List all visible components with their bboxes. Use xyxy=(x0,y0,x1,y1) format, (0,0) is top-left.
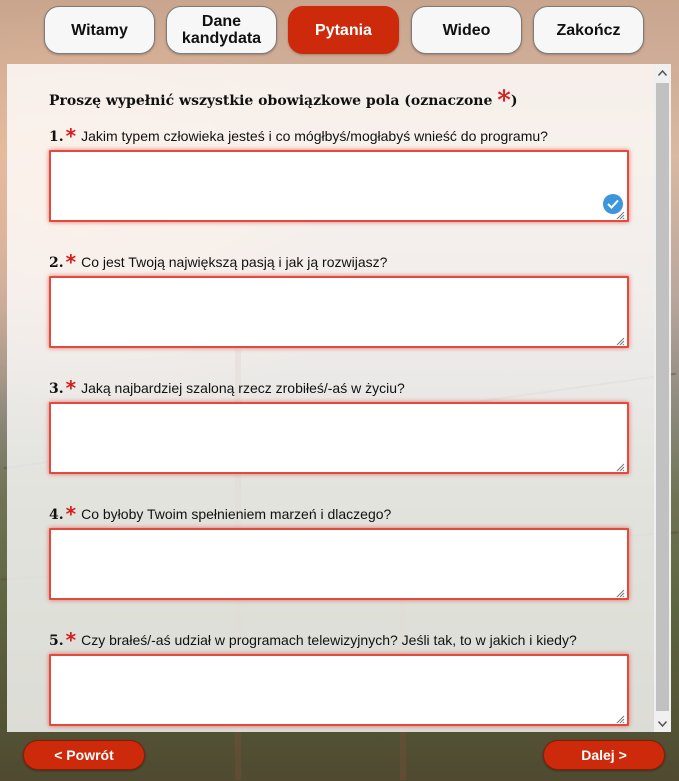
question-label xyxy=(49,122,629,148)
tab-label: Pytania xyxy=(315,21,372,39)
question-label xyxy=(49,248,629,274)
resize-grip-icon[interactable] xyxy=(615,714,625,724)
scroll-down-arrow-icon[interactable] xyxy=(654,715,671,732)
question-label xyxy=(49,500,629,526)
question-text: Co jest Twoją największą pasją i jak ją rozwijasz? xyxy=(81,254,388,270)
answer-field-1[interactable] xyxy=(49,150,629,222)
next-button[interactable] xyxy=(543,740,665,770)
resize-grip-icon[interactable] xyxy=(615,210,625,220)
question-text: Jaką najbardziej szaloną rzecz zrobiłeś/-aś w życiu? xyxy=(81,380,405,396)
question-text: Co byłoby Twoim spełnieniem marzeń i dlaczego? xyxy=(81,506,392,522)
resize-grip-icon[interactable] xyxy=(615,462,625,472)
scrollbar-thumb[interactable] xyxy=(656,83,669,711)
answer-field-3[interactable] xyxy=(49,402,629,474)
tab-pytania[interactable] xyxy=(288,6,399,54)
answer-field-2[interactable] xyxy=(49,276,629,348)
questions-panel xyxy=(7,64,671,732)
question-2 xyxy=(49,248,629,274)
question-4 xyxy=(49,500,629,526)
tab-witamy[interactable] xyxy=(44,6,155,54)
question-5 xyxy=(49,626,629,652)
question-number: 2. xyxy=(49,255,64,271)
question-text: Czy brałeś/-aś udział w programach telewizyjnych? Jeśli tak, to w jakich i kiedy? xyxy=(81,632,577,648)
vertical-scrollbar[interactable] xyxy=(654,64,671,732)
question-number: 3. xyxy=(49,381,64,397)
required-star: * xyxy=(65,376,77,400)
question-label xyxy=(49,626,629,652)
notice-text-end: ) xyxy=(510,93,518,109)
next-button-label: Dalej > xyxy=(581,747,627,763)
tab-wideo[interactable] xyxy=(411,6,522,54)
required-fields-notice xyxy=(49,82,518,116)
required-star: * xyxy=(65,502,77,526)
question-number: 1. xyxy=(49,129,64,145)
required-star: * xyxy=(65,124,77,148)
required-star: * xyxy=(497,86,511,116)
resize-grip-icon[interactable] xyxy=(615,588,625,598)
tab-label xyxy=(182,13,261,47)
question-number: 5. xyxy=(49,633,64,649)
question-3 xyxy=(49,374,629,400)
question-1 xyxy=(49,122,629,148)
question-label xyxy=(49,374,629,400)
resize-grip-icon[interactable] xyxy=(615,336,625,346)
answer-field-4[interactable] xyxy=(49,528,629,600)
tab-label: Witamy xyxy=(71,21,128,39)
tab-label-line1: Dane xyxy=(201,13,242,30)
questions-scroll-area[interactable] xyxy=(7,64,652,732)
tab-label-line2: kandydata xyxy=(181,30,262,47)
required-star: * xyxy=(65,250,77,274)
notice-text: Proszę wypełnić wszystkie obowiązkowe pola (oznaczone xyxy=(49,93,498,109)
tab-label: Wideo xyxy=(442,21,491,39)
answer-field-5[interactable] xyxy=(49,654,629,726)
back-button-label: < Powrót xyxy=(54,747,114,763)
scroll-up-arrow-icon[interactable] xyxy=(654,64,671,81)
question-text: Jakim typem człowieka jesteś i co mógłbyś/mogłabyś wnieść do programu? xyxy=(81,128,548,144)
question-number: 4. xyxy=(49,507,64,523)
step-tabs xyxy=(44,6,644,54)
tab-label: Zakończ xyxy=(556,21,621,39)
back-button[interactable] xyxy=(23,740,145,770)
tab-zakoncz[interactable] xyxy=(533,6,644,54)
required-star: * xyxy=(65,628,77,652)
tab-dane-kandydata[interactable] xyxy=(166,6,277,54)
